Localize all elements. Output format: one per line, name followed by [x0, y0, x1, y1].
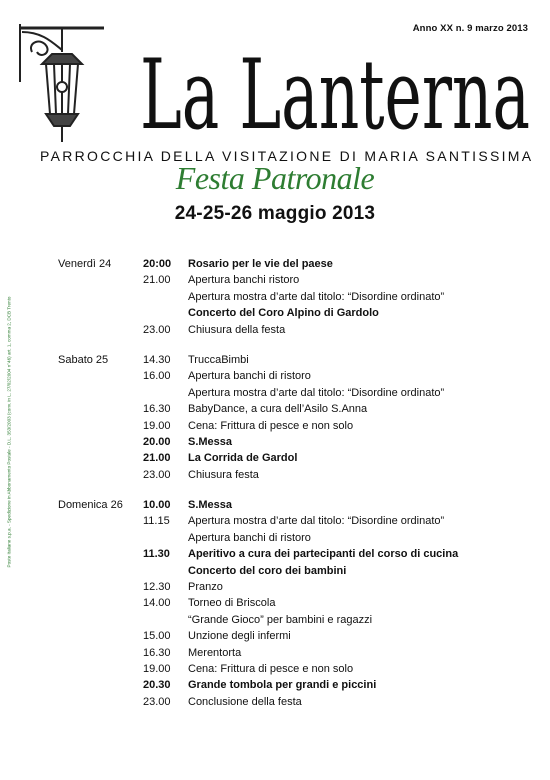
event-row: [58, 434, 538, 450]
event-text: Rosario per le vie del paese: [188, 258, 333, 270]
day-name: [58, 418, 143, 434]
day-name: [58, 661, 143, 677]
event-row: [58, 628, 538, 644]
event-row: [58, 595, 538, 611]
event-row: [58, 546, 538, 562]
day-block: [58, 256, 538, 338]
event-text: Cena: Frittura di pesce e non solo: [188, 662, 354, 675]
event-text: Chiusura della festa: [188, 323, 286, 336]
event-time: 21.00: [143, 452, 171, 465]
event-text: Concerto del coro dei bambini: [188, 564, 347, 577]
day-name: Sabato 25: [58, 353, 109, 366]
issue-info: Anno XX n. 9 marzo 2013: [412, 23, 528, 34]
event-text: Apertura mostra d’arte dal titolo: “Disordine ordinato”: [188, 290, 445, 303]
event-dates: 24-25-26 maggio 2013: [174, 203, 376, 224]
event-text: Torneo di Briscola: [188, 597, 276, 610]
day-name: [58, 434, 143, 450]
event-row: [58, 368, 538, 384]
event-row: [58, 256, 538, 272]
event-time: 16.00: [143, 370, 171, 383]
day-name: [58, 612, 143, 628]
event-text: Apertura banchi di ristoro: [188, 531, 311, 544]
event-time: [143, 563, 188, 579]
event-row: [58, 563, 538, 579]
event-text: Grande tombola per grandi e piccini: [188, 679, 377, 692]
day-name: [58, 546, 143, 562]
postal-sidebar-text: Poste Italiane s.p.a. - Spedizione in Abbonamento Postale - D.L. 353/2003 (conv. in L. 27/02/2004 n°46) art. 1, comma 2, DCB Trento: [6, 296, 12, 568]
event-time: 16.30: [143, 646, 171, 659]
event-row: [58, 579, 538, 595]
event-text: Concerto del Coro Alpino di Gardolo: [188, 307, 379, 320]
day-block: [58, 497, 538, 710]
event-row: [58, 530, 538, 546]
day-name: [58, 513, 143, 529]
event-text: Merentorta: [188, 646, 242, 659]
event-row: [58, 677, 538, 693]
event-row: [58, 385, 538, 401]
day-name: [58, 530, 143, 546]
day-name: [58, 450, 143, 466]
event-text: TruccaBimbi: [188, 353, 249, 366]
event-time: 10.00: [143, 499, 171, 512]
event-time: 20:00: [143, 258, 172, 270]
event-row: [58, 497, 538, 513]
event-time: 14.30: [143, 353, 171, 366]
event-row: [58, 401, 538, 417]
event-text: Cena: Frittura di pesce e non solo: [188, 419, 354, 432]
event-text: S.Messa: [188, 435, 233, 448]
event-time: [143, 385, 188, 401]
event-text: Pranzo: [188, 581, 223, 594]
event-text: Conclusione della festa: [188, 695, 302, 708]
event-row: [58, 289, 538, 305]
event-time: 20.00: [143, 435, 171, 448]
event-row: [58, 694, 538, 710]
event-text: S.Messa: [188, 499, 233, 512]
event-row: [58, 305, 538, 321]
event-time: 19.00: [143, 662, 171, 675]
event-text: Apertura mostra d’arte dal titolo: “Disordine ordinato”: [188, 386, 445, 399]
parish-subtitle: PARROCCHIA DELLA VISITAZIONE DI MARIA SANTISSIMA: [40, 148, 534, 164]
day-name: [58, 628, 143, 644]
day-name: [58, 467, 143, 483]
day-name: [58, 563, 143, 579]
event-row: [58, 272, 538, 288]
day-name: [58, 322, 143, 338]
event-text: Aperitivo a cura dei partecipanti del corso di cucina: [188, 548, 459, 561]
day-name: [58, 645, 143, 661]
event-text: “Grande Gioco” per bambini e ragazzi: [188, 613, 373, 626]
day-block: [58, 352, 538, 483]
event-time: [143, 289, 188, 305]
day-name: [58, 579, 143, 595]
event-row: [58, 322, 538, 338]
day-name: [58, 401, 143, 417]
event-time: 20.30: [143, 679, 171, 692]
day-name: [58, 595, 143, 611]
event-time: 16.30: [143, 403, 171, 416]
day-name: [58, 385, 143, 401]
day-name: [58, 694, 143, 710]
masthead-title-text: La Lanterna: [140, 39, 530, 150]
event-time: 23.00: [143, 323, 171, 336]
event-time: 21.00: [143, 274, 171, 287]
masthead-title: [140, 0, 540, 150]
event-text: Apertura banchi ristoro: [188, 274, 300, 287]
day-name: [58, 368, 143, 384]
day-name: [58, 289, 143, 305]
event-time: 15.00: [143, 630, 171, 643]
event-time: 23.00: [143, 695, 171, 708]
event-time: 11.30: [143, 548, 170, 561]
event-time: 23.00: [143, 468, 171, 481]
event-time: 19.00: [143, 419, 171, 432]
event-row: [58, 513, 538, 529]
event-row: [58, 612, 538, 628]
event-time: 12.30: [143, 581, 171, 594]
event-row: [58, 645, 538, 661]
event-row: [58, 661, 538, 677]
event-text: La Corrida de Gardol: [188, 452, 298, 465]
event-row: [58, 450, 538, 466]
event-row: [58, 467, 538, 483]
day-name: Domenica 26: [58, 499, 123, 512]
program-schedule: [58, 256, 538, 724]
event-time: 11.15: [143, 515, 170, 528]
event-time: [143, 530, 188, 546]
festa-title: Festa Patronale: [175, 160, 375, 196]
day-name: [58, 305, 143, 321]
event-time: [143, 612, 188, 628]
day-name: [58, 677, 143, 693]
event-time: 14.00: [143, 597, 171, 610]
lantern-icon: [12, 22, 112, 152]
event-text: Apertura banchi di ristoro: [188, 370, 311, 383]
event-text: Apertura mostra d’arte dal titolo: “Disordine ordinato”: [188, 515, 445, 528]
event-time: [143, 305, 188, 321]
event-row: [58, 352, 538, 368]
event-text: BabyDance, a cura dell’Asilo S.Anna: [188, 403, 368, 416]
day-name: Venerdì 24: [58, 258, 112, 270]
event-text: Chiusura festa: [188, 468, 259, 481]
day-name: [58, 272, 143, 288]
event-text: Unzione degli infermi: [188, 630, 291, 643]
event-row: [58, 418, 538, 434]
